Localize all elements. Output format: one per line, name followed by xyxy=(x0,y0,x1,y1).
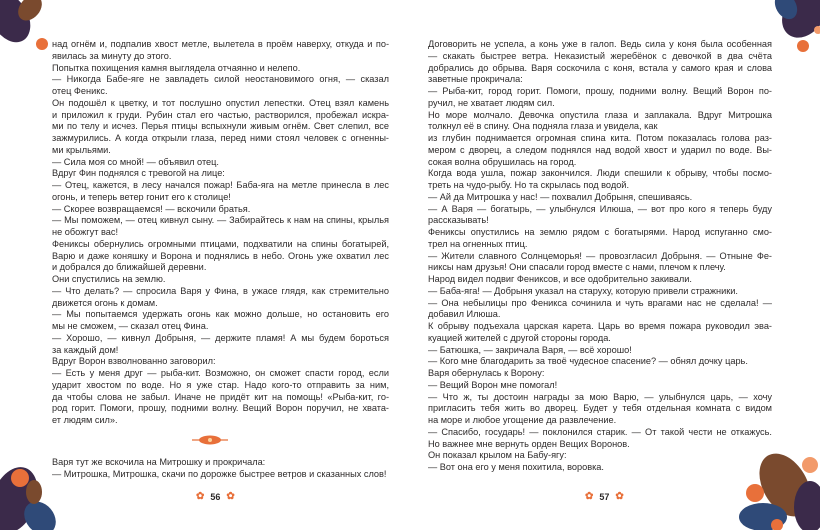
paragraph xyxy=(428,110,772,134)
right-page-text xyxy=(428,39,772,474)
text-line: отец Феникс. xyxy=(52,86,108,96)
text-line: трел на огненных птиц. xyxy=(428,238,528,249)
paragraph xyxy=(428,274,772,286)
paragraph xyxy=(428,356,772,368)
text-line: огонь, и теперь ветер гонит его к столице! xyxy=(52,191,231,202)
text-line: не обожгут вас! xyxy=(52,227,118,237)
text-line: ударит хвостом по воде. Но я уже стар. Надо кого-то отправить за ним, xyxy=(52,379,389,390)
text-line: на море и любое угощение да развлечение. xyxy=(428,415,617,425)
ornament-divider-icon xyxy=(192,434,228,446)
text-line: — Что ж, ты достоин награды за мою Варю, — улыбнулся царь, — хочу xyxy=(428,391,772,402)
paragraph xyxy=(428,345,772,357)
left-page-text xyxy=(52,39,389,480)
text-line: — Хорошо, — кивнул Добрыня, — держите пламя! А мы будем бороться xyxy=(52,332,389,343)
text-line: Он показал крылом на Бабу-ягу: xyxy=(428,450,567,461)
paragraph xyxy=(52,239,389,274)
text-line: род горит. Помоги, прошу, подними волну. Вещий Ворон поручил, не хвата- xyxy=(52,403,389,414)
text-line: — Есть у меня друг — рыба-кит. Возможно, он сможет спасти город, если xyxy=(52,368,389,378)
text-line: — Отец, кажется, в лесу начался пожар! Баба-яга на метле принесла в лес xyxy=(52,180,389,190)
text-line: — Вещий Ворон мне помогал! xyxy=(428,379,558,390)
text-line: рассказывать! xyxy=(428,215,489,226)
paragraph xyxy=(52,74,389,98)
text-line: Фениксы опустились на землю рядом с богатырями. Народ испуганно смо- xyxy=(428,227,772,237)
text-line: — Жители славного Солнцеморья! — провозгласил Добрыня. — Отныне Фе- xyxy=(428,250,772,261)
paragraph xyxy=(52,286,389,310)
text-line: ручил, не хватает людям сил. xyxy=(428,97,555,108)
text-line: — Мы попытаемся удержать огонь как можно дольше, но остановить его xyxy=(52,309,389,320)
paragraph xyxy=(428,286,772,298)
text-line: Варя тут же вскочила на Митрошку и прокричала: xyxy=(52,456,266,467)
text-line: ет людям сил». xyxy=(52,415,118,425)
text-line: — Спасибо, государь! — поклонился старик. — От такой чести не откажусь. xyxy=(428,426,772,437)
paragraph xyxy=(428,251,772,275)
text-line: ми по телу и исчез. Перья птицы вспыхнули живым огнём. Свет слепил, все xyxy=(52,121,389,132)
page-number-text: 57 xyxy=(599,491,610,502)
text-line: Договорить не успела, а конь уже в галоп. Ведь сила у коня была особенная xyxy=(428,39,772,49)
text-line: — Ай да Митрошка у нас! — похвалил Добрыня, спешиваясь. xyxy=(428,191,693,202)
text-line: — Никогда Бабе-яге не завладеть силой неостановимого огня, — сказал xyxy=(52,74,389,85)
text-line: Попытка похищения камня выглядела отчаянно и нелепо. xyxy=(52,62,301,73)
text-line: — Вот она его у меня похитила, воровка. xyxy=(428,462,604,472)
leaf-decoration-top-left xyxy=(0,0,50,70)
text-line: сокая волна обрушилась на город. xyxy=(428,156,577,167)
text-line: и приложил к груди. Рубин стал его частью, растворился, пробежал искра- xyxy=(52,109,389,120)
text-line: явилась за минуту до этого. xyxy=(52,50,172,61)
text-line: да чтобы слова не забыл. Иначе не придёт кит на помощь! «Рыба-кит, го- xyxy=(52,391,389,402)
text-line: ми крыльями. xyxy=(52,144,111,155)
paragraph xyxy=(52,168,389,180)
text-line: — скакать быстрее ветра. Неказистый жеребёнок с девочкой в два счёта xyxy=(428,50,772,61)
paragraph xyxy=(52,39,389,63)
text-line: из глубин поднимается огромная спина кита. Потом показалась голова раз- xyxy=(428,133,772,143)
paragraph xyxy=(52,215,389,239)
text-line: — Сила моя со мной! — объявил отец. xyxy=(52,156,219,167)
text-line: движется огонь к домам. xyxy=(52,297,158,308)
flower-icon: ✿ xyxy=(585,491,594,502)
text-line: — Кого мне благодарить за твоё чудесное спасение? — обнял дочку царь. xyxy=(428,356,748,367)
paragraph xyxy=(428,380,772,392)
paragraph xyxy=(52,180,389,204)
paragraph xyxy=(52,274,389,286)
paragraph xyxy=(428,168,772,192)
text-line: Варю и даже коняшку и Ворона и поднялись в небо. Огонь уже охватил лес xyxy=(52,250,389,261)
text-line: Вдруг Фин поднялся с тревогой на лице: xyxy=(52,168,225,179)
text-line: зажмурились. А когда открыли глаза, перед ними стоял человек с огненны- xyxy=(52,133,389,143)
page-number-left xyxy=(196,491,235,502)
text-line: Варя обернулась к Ворону: xyxy=(428,368,545,378)
text-line: Они спустились на землю. xyxy=(52,274,166,284)
text-line: заветные прокричала: xyxy=(428,74,523,85)
paragraph xyxy=(52,457,389,469)
text-line: — Скорее возвращаемся! — вскочили братья. xyxy=(52,203,251,214)
text-line: за каждый дом! xyxy=(52,344,119,355)
text-line: — Что делать? — спросила Варя у Фина, в ужасе глядя, как стремительно xyxy=(52,285,389,296)
paragraph xyxy=(52,356,389,368)
paragraph xyxy=(428,321,772,345)
paragraph xyxy=(428,298,772,322)
flower-icon: ✿ xyxy=(196,491,205,502)
text-line: треть на чудо-рыбу. Но та скрылась под водой. xyxy=(428,180,629,190)
text-line: и добрался до ближайшей деревни. xyxy=(52,262,207,273)
paragraph xyxy=(428,39,772,86)
text-line: над огнём и, подпалив хвост метле, вылетела в проём наверху, откуда и по- xyxy=(52,39,389,49)
flower-icon: ✿ xyxy=(226,491,235,502)
paragraph xyxy=(52,309,389,333)
text-line: Фениксы обернулись огромными птицами, подхватили на спины богатырей, xyxy=(52,238,389,249)
text-line: никсы нам друзья! Они спасали город вместе с нами, плечом к плечу. xyxy=(428,262,726,273)
text-line: мы не сможем, — сказал отец Фина. xyxy=(52,321,209,331)
text-line: Когда вода ушла, пожар закончился. Люди спешили к обрыву, чтобы посмо- xyxy=(428,168,772,179)
page-number-right xyxy=(585,491,624,502)
text-line: толкнул её в спину. Она подняла глаза и увидела, как xyxy=(428,121,658,132)
text-line: — Митрошка, Митрошка, скачи по дорожке быстрее ветров и сказанных слов! xyxy=(52,468,387,479)
text-line: мером с дворец, а следом поднялся над водой хвост и ударил по воде. Вы- xyxy=(428,144,772,155)
paragraph xyxy=(52,98,389,157)
paragraph xyxy=(428,133,772,168)
paragraph xyxy=(52,333,389,357)
paragraph xyxy=(52,204,389,216)
text-line: — Она небылицы про Феникса сочинила и чуть врагами нас не сделала! — xyxy=(428,297,772,308)
paragraph xyxy=(52,368,389,427)
text-line: пригласить тебя жить во дворец. Будет у тебя отдельная комната с видом xyxy=(428,403,772,414)
paragraph xyxy=(52,157,389,169)
text-line: добавил Илюша. xyxy=(428,309,501,320)
paragraph xyxy=(428,368,772,380)
page-number-text: 56 xyxy=(210,491,221,502)
paragraph xyxy=(428,86,772,110)
text-line: — Батюшка, — закричала Варя, — всё хорошо! xyxy=(428,344,632,355)
paragraph xyxy=(52,469,389,481)
text-line: К обрыву подъехала царская карета. Царь во время пожара руководил эва- xyxy=(428,321,772,331)
text-line: — Рыба-кит, город горит. Помоги, прошу, подними волну. Вещий Ворон по- xyxy=(428,86,772,96)
text-line: — А Варя — богатырь, — улыбнулся Илюша, — вот про кого я теперь буду xyxy=(428,203,772,214)
text-line: Но важнее мне вернуть орден Вещих Воронов. xyxy=(428,438,630,449)
flower-icon: ✿ xyxy=(615,491,624,502)
text-line: — Мы поможем, — отец кивнул сыну. — Забирайтесь к нам на спины, крылья xyxy=(52,215,389,226)
text-line: Народ видел подвиг Фениксов, и все одобрительно закивали. xyxy=(428,274,692,284)
text-line: Вдруг Ворон взволнованно заговорил: xyxy=(52,356,216,367)
paragraph xyxy=(52,63,389,75)
text-line: Он подошёл к цветку, и тот послушно опустил лепестки. Отец взял камень xyxy=(52,97,389,108)
text-line: — Баба-яга! — Добрыня указал на старуху, которую привели стражники. xyxy=(428,285,738,296)
text-line: Но море молчало. Девочка опустила глаза и заплакала. Вдруг Митрошка xyxy=(428,109,772,120)
paragraph xyxy=(428,392,772,427)
paragraph xyxy=(428,204,772,228)
text-line: добрались до обрыва. Варя соскочила с коня, встала у самого края и слова xyxy=(428,62,772,73)
paragraph xyxy=(428,462,772,474)
text-line: куацией жителей с другой стороны города. xyxy=(428,332,611,343)
paragraph xyxy=(428,192,772,204)
paragraph xyxy=(428,427,772,451)
paragraph xyxy=(428,227,772,251)
paragraph xyxy=(428,450,772,462)
